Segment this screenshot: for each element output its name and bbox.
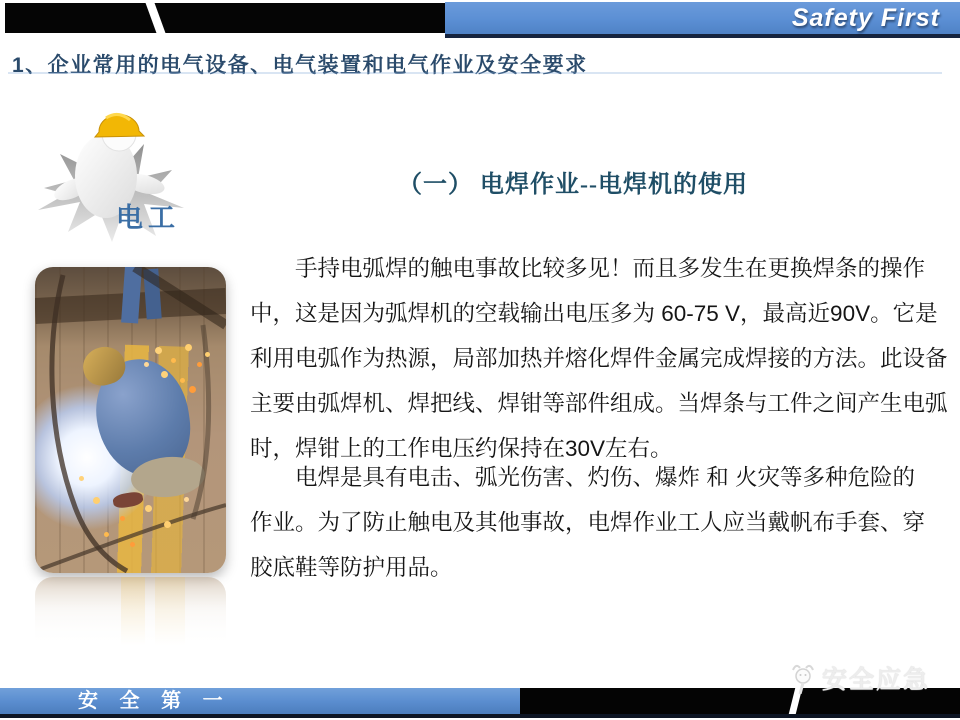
photo-cables [35, 267, 226, 573]
title-underline [8, 72, 942, 74]
header-navy-underbar [445, 34, 960, 38]
body-text [250, 246, 948, 590]
welding-photo [35, 267, 226, 573]
footer-slogan: 安 全 第 一 [78, 690, 231, 712]
photo-sparks [35, 267, 38, 270]
mascot-figure-icon [788, 662, 818, 694]
header-black-bar [5, 3, 445, 33]
page-title: 1、企业常用的电气设备、电气装置和电气作业及安全要求 [12, 54, 588, 77]
paragraph-welding-hazards: 电焊是具有电击、弧光伤害、灼伤、爆炸 和 火灾等多种危险的作业。为了防止触电及其他事故，电焊作业工人应当戴帆布手套、穿胶底鞋等防护用品。 [250, 465, 926, 580]
worker-label: 电工 [116, 203, 180, 233]
photo-reflection [35, 577, 226, 649]
watermark-text: 安全应急 [822, 666, 931, 694]
footer-bottom-line [0, 714, 960, 718]
paragraph-welding-voltage: 手持电弧焊的触电事故比较多见！而且多发生在更换焊条的操作中，这是因为弧焊机的空载输出电压多为 60-75 V，最高近90V。它是利用电弧作为热源，局部加热并熔化焊件金属完成焊接的方法。此设备主要由弧焊机、焊把线、焊钳等部件组成。当焊条与工件之间产生电弧时，焊钳上的工作电压约保持在30V左右。 [250, 256, 948, 461]
section-heading: （一） 电焊作业--电焊机的使用 [398, 172, 748, 198]
watermark [788, 662, 930, 694]
brand-text: Safety First [791, 4, 940, 32]
